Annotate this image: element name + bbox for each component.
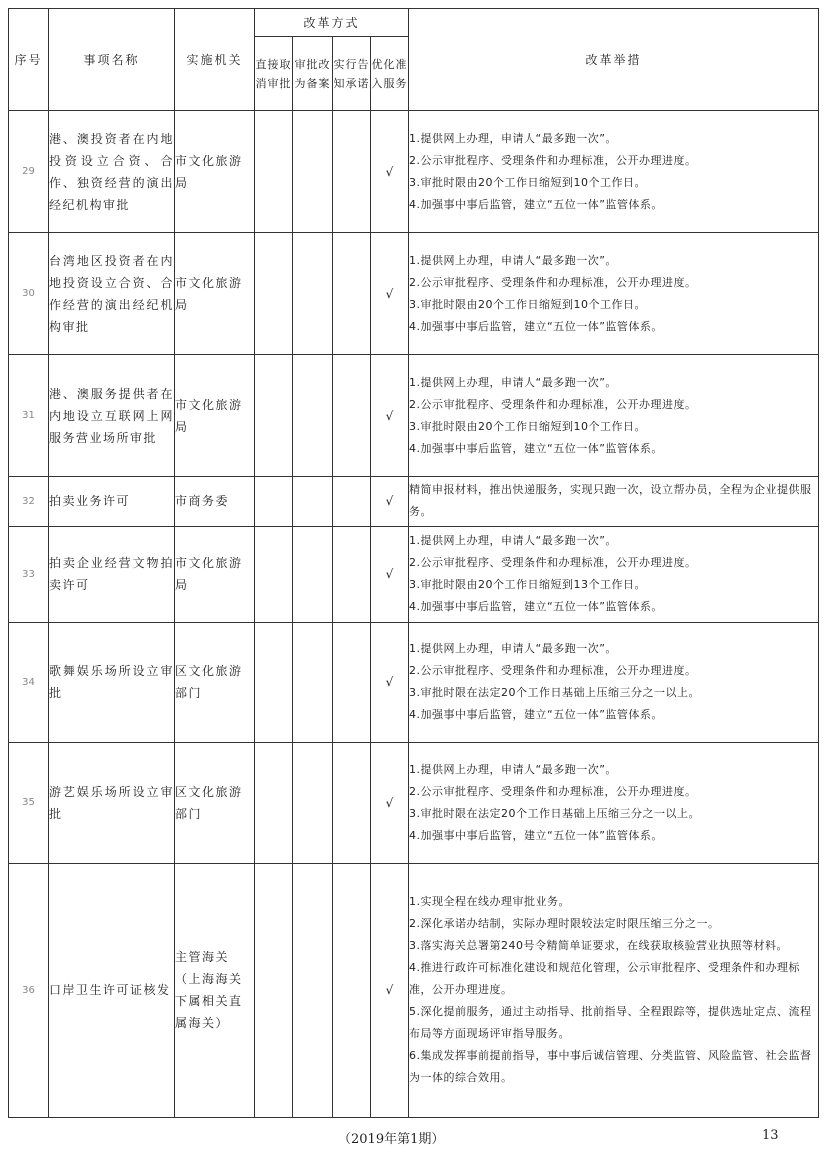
filing-cell xyxy=(293,622,333,742)
measure-item: 4.加强事中事后监管，建立“五位一体”监管体系。 xyxy=(409,600,663,614)
implementing-agency: 市文化旅游局 xyxy=(175,111,255,233)
row-number: 30 xyxy=(9,233,49,355)
optimize-check: √ xyxy=(371,477,409,526)
reform-measures xyxy=(409,477,819,526)
reform-measures xyxy=(409,111,819,233)
item-name: 口岸卫生许可证核发 xyxy=(49,863,175,1117)
filing-cell xyxy=(293,111,333,233)
commitment-cell xyxy=(333,111,371,233)
reform-measures xyxy=(409,622,819,742)
measure-item: 4.加强事中事后监管，建立“五位一体”监管体系。 xyxy=(409,197,663,211)
item-name: 游艺娱乐场所设立审批 xyxy=(49,742,175,863)
item-name: 港、澳服务提供者在内地设立互联网上网服务营业场所审批 xyxy=(49,355,175,477)
reform-measures xyxy=(409,233,819,355)
measure-item: 3.审批时限由20个工作日缩短到13个工作日。 xyxy=(409,578,647,592)
table-row xyxy=(9,526,819,622)
reform-measures xyxy=(409,742,819,863)
issue-label: （2019年第1期） xyxy=(338,1132,445,1147)
commitment-cell xyxy=(333,233,371,355)
reform-measures xyxy=(409,863,819,1117)
header-seq: 序号 xyxy=(9,9,49,111)
row-number: 33 xyxy=(9,526,49,622)
row-number: 31 xyxy=(9,355,49,477)
filing-cell xyxy=(293,233,333,355)
commitment-cell xyxy=(333,622,371,742)
filing-cell xyxy=(293,355,333,477)
measure-item: 1.提供网上办理，申请人“最多跑一次”。 xyxy=(409,375,617,389)
measure-item: 2.公示审批程序、受理条件和办理标准，公开办理进度。 xyxy=(409,664,697,678)
cancel-cell xyxy=(255,622,293,742)
reform-table xyxy=(8,8,819,1118)
row-number: 32 xyxy=(9,477,49,526)
header-method: 改革方式 xyxy=(255,9,409,37)
cancel-cell xyxy=(255,742,293,863)
page-footer xyxy=(0,1128,827,1148)
commitment-cell xyxy=(333,863,371,1117)
filing-cell xyxy=(293,526,333,622)
commitment-cell xyxy=(333,355,371,477)
implementing-agency: 区文化旅游部门 xyxy=(175,622,255,742)
filing-cell xyxy=(293,742,333,863)
measure-item: 1.实现全程在线办理审批业务。 xyxy=(409,895,571,909)
commitment-cell xyxy=(333,742,371,863)
measure-item: 3.审批时限由20个工作日缩短到10个工作日。 xyxy=(409,297,647,311)
measure-item: 4.加强事中事后监管，建立“五位一体”监管体系。 xyxy=(409,828,663,842)
measure-item: 1.提供网上办理，申请人“最多跑一次”。 xyxy=(409,253,617,267)
row-number: 35 xyxy=(9,742,49,863)
measure-item: 6.集成发挥事前提前指导，事中事后诚信管理、分类监管、风险监管、社会监督为一体的综合效用。 xyxy=(409,1049,812,1085)
optimize-check: √ xyxy=(371,622,409,742)
measure-item: 3.审批时限由20个工作日缩短到10个工作日。 xyxy=(409,419,647,433)
cancel-cell xyxy=(255,526,293,622)
implementing-agency: 市文化旅游局 xyxy=(175,355,255,477)
measure-item: 1.提供网上办理，申请人“最多跑一次”。 xyxy=(409,131,617,145)
measure-item: 2.公示审批程序、受理条件和办理标准，公开办理进度。 xyxy=(409,153,697,167)
optimize-check: √ xyxy=(371,233,409,355)
row-number: 34 xyxy=(9,622,49,742)
filing-cell xyxy=(293,477,333,526)
cancel-cell xyxy=(255,477,293,526)
page-number: 13 xyxy=(762,1128,779,1143)
optimize-check: √ xyxy=(371,526,409,622)
item-name: 歌舞娱乐场所设立审批 xyxy=(49,622,175,742)
table-row xyxy=(9,742,819,863)
optimize-check: √ xyxy=(371,355,409,477)
table-row xyxy=(9,477,819,526)
optimize-check: √ xyxy=(371,742,409,863)
optimize-check: √ xyxy=(371,863,409,1117)
measure-item: 2.公示审批程序、受理条件和办理标准，公开办理进度。 xyxy=(409,275,697,289)
item-name: 港、澳投资者在内地投资设立合资、合作、独资经营的演出经纪机构审批 xyxy=(49,111,175,233)
measure-item: 3.审批时限在法定20个工作日基础上压缩三分之一以上。 xyxy=(409,686,701,700)
measure-item: 5.深化提前服务，通过主动指导、批前指导、全程跟踪等，提供选址定点、流程布局等方面现场评审指导服务。 xyxy=(409,1005,812,1041)
measure-item: 4.推进行政许可标准化建设和规范化管理，公示审批程序、受理条件和办理标准，公开办理进度。 xyxy=(409,961,801,997)
measure-item: 1.提供网上办理，申请人“最多跑一次”。 xyxy=(409,762,617,776)
table-row xyxy=(9,863,819,1117)
table-row xyxy=(9,233,819,355)
measure-item: 2.公示审批程序、受理条件和办理标准，公开办理进度。 xyxy=(409,784,697,798)
header-measures: 改革举措 xyxy=(409,9,819,111)
table-row xyxy=(9,111,819,233)
item-name: 拍卖业务许可 xyxy=(49,477,175,526)
measure-item: 2.深化承诺办结制，实际办理时限较法定时限压缩三分之一。 xyxy=(409,917,720,931)
implementing-agency: 区文化旅游部门 xyxy=(175,742,255,863)
measure-item: 3.审批时限由20个工作日缩短到10个工作日。 xyxy=(409,175,647,189)
implementing-agency: 市商务委 xyxy=(175,477,255,526)
cancel-cell xyxy=(255,863,293,1117)
measure-item: 1.提供网上办理，申请人“最多跑一次”。 xyxy=(409,534,617,548)
cancel-cell xyxy=(255,355,293,477)
measure-item: 2.公示审批程序、受理条件和办理标准，公开办理进度。 xyxy=(409,556,697,570)
cancel-cell xyxy=(255,233,293,355)
reform-measures xyxy=(409,355,819,477)
measure-item: 3.落实海关总署第240号令精简单证要求，在线获取核验营业执照等材料。 xyxy=(409,939,789,953)
commitment-cell xyxy=(333,526,371,622)
measure-item: 4.加强事中事后监管，建立“五位一体”监管体系。 xyxy=(409,319,663,333)
item-name: 台湾地区投资者在内地投资设立合资、合作经营的演出经纪机构审批 xyxy=(49,233,175,355)
commitment-cell xyxy=(333,477,371,526)
header-cancel: 直接取消审批 xyxy=(255,37,293,111)
measure-item: 1.提供网上办理，申请人“最多跑一次”。 xyxy=(409,642,617,656)
measure-item: 4.加强事中事后监管，建立“五位一体”监管体系。 xyxy=(409,441,663,455)
implementing-agency: 市文化旅游局 xyxy=(175,526,255,622)
header-org: 实施机关 xyxy=(175,9,255,111)
row-number: 29 xyxy=(9,111,49,233)
header-commitment: 实行告知承诺 xyxy=(333,37,371,111)
implementing-agency: 市文化旅游局 xyxy=(175,233,255,355)
measure-item: 3.审批时限在法定20个工作日基础上压缩三分之一以上。 xyxy=(409,806,701,820)
measure-item: 精简申报材料，推出快递服务，实现只跑一次，设立帮办员，全程为企业提供服务。 xyxy=(409,483,812,519)
row-number: 36 xyxy=(9,863,49,1117)
implementing-agency: 主管海关（上海海关下属相关直属海关） xyxy=(175,863,255,1117)
reform-measures xyxy=(409,526,819,622)
header-filing: 审批改为备案 xyxy=(293,37,333,111)
measure-item: 4.加强事中事后监管，建立“五位一体”监管体系。 xyxy=(409,708,663,722)
optimize-check: √ xyxy=(371,111,409,233)
measure-item: 2.公示审批程序、受理条件和办理标准，公开办理进度。 xyxy=(409,397,697,411)
cancel-cell xyxy=(255,111,293,233)
table-row xyxy=(9,622,819,742)
filing-cell xyxy=(293,863,333,1117)
header-name: 事项名称 xyxy=(49,9,175,111)
item-name: 拍卖企业经营文物拍卖许可 xyxy=(49,526,175,622)
header-optimize: 优化准入服务 xyxy=(371,37,409,111)
table-row xyxy=(9,355,819,477)
